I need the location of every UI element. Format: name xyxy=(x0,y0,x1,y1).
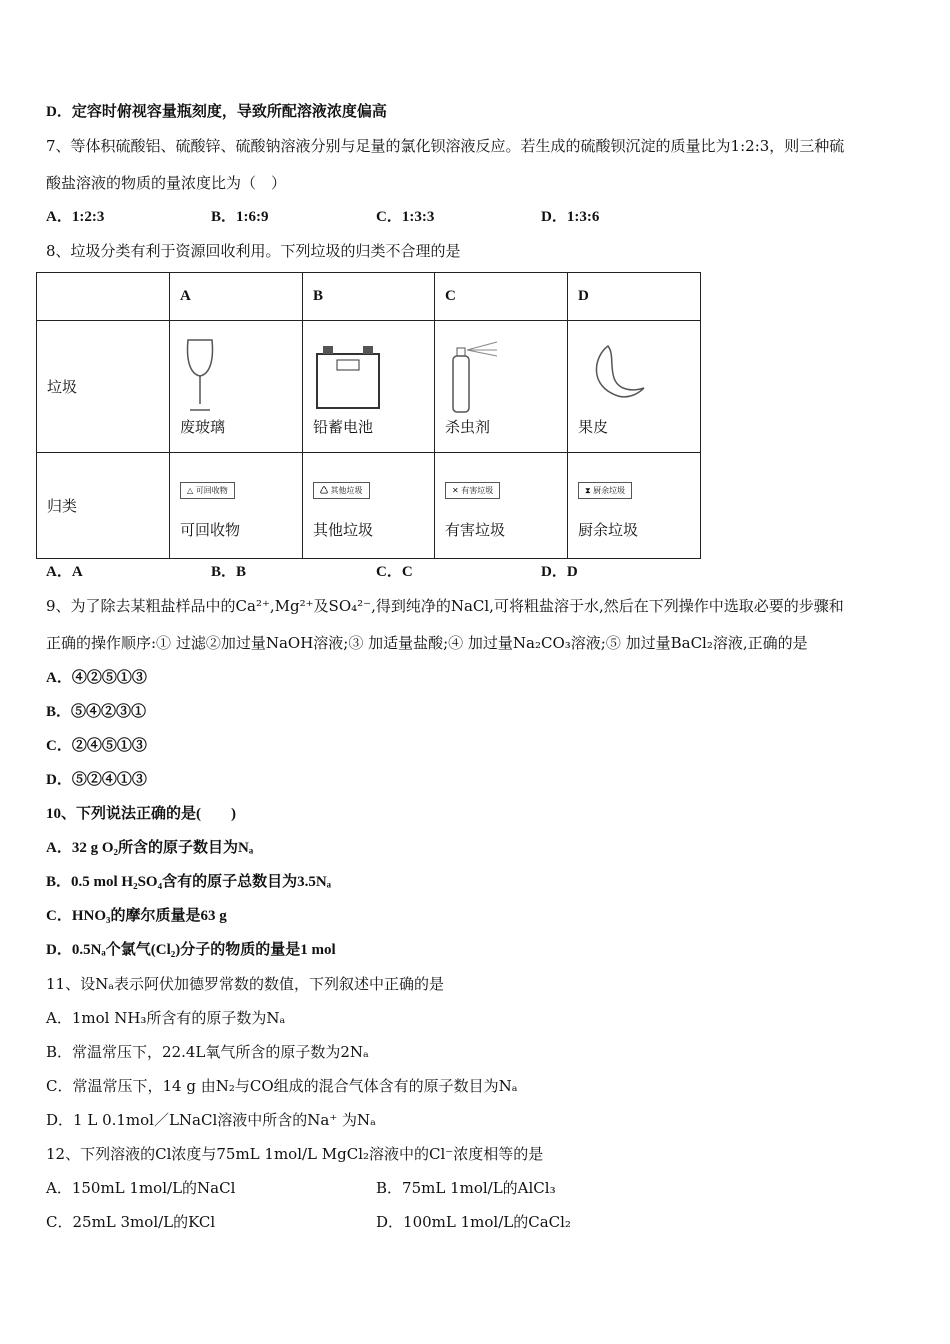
q11-option-a: A．1mol NH₃所含有的原子数为Nₐ xyxy=(46,1009,286,1027)
hazardous-sign-icon: ✕ 有害垃圾 xyxy=(445,482,500,499)
q12-stem: 12、下列溶液的Cl浓度与75mL 1mol/L MgCl₂溶液中的Cl⁻浓度相等的是 xyxy=(46,1145,544,1163)
header-d: D xyxy=(568,273,701,321)
q12-option-d: D．100mL 1mol/L的CaCl₂ xyxy=(376,1213,571,1231)
q11-option-c: C．常温常压下，14 g 由N₂与CO组成的混合气体含有的原子数目为Nₐ xyxy=(46,1077,518,1095)
header-b: B xyxy=(303,273,435,321)
q11-option-b: B．常温常压下，22.4L氧气所含的原子数为2Nₐ xyxy=(46,1043,369,1061)
q10-stem: 10、下列说法正确的是( ) xyxy=(46,806,236,822)
item-insecticide: 杀虫剂 xyxy=(445,418,491,436)
item-battery: 铅蓄电池 xyxy=(313,418,374,436)
q10-option-c: C．HNO₃的摩尔质量是63 g xyxy=(46,908,227,924)
item-glass: 废玻璃 xyxy=(180,418,226,436)
item-peel: 果皮 xyxy=(578,418,609,436)
q10-option-d: D．0.5Nₐ个氯气(Cl₂)分子的物质的量是1 mol xyxy=(46,942,336,958)
q12-option-b: B．75mL 1mol/L的AlCl₃ xyxy=(376,1179,556,1197)
q10-option-b: B．0.5 mol H₂SO₄含有的原子总数目为3.5Nₐ xyxy=(46,874,332,890)
q8-option-d: D．D xyxy=(541,564,578,580)
garbage-table xyxy=(36,272,701,559)
category-other: 其他垃圾 xyxy=(313,520,374,539)
banana-peel-icon xyxy=(578,336,648,416)
kitchen-waste-sign-icon: ⧗ 厨余垃圾 xyxy=(578,482,632,499)
q12-option-c: C．25mL 3mol/L的KCl xyxy=(46,1213,216,1231)
q7-stem-2: 酸盐溶液的物质的量浓度比为（ ） xyxy=(46,174,287,192)
category-kitchen: 厨余垃圾 xyxy=(578,520,639,539)
q9-option-a: A．④②⑤①③ xyxy=(46,670,147,686)
q9-option-d: D．⑤②④①③ xyxy=(46,772,147,788)
q7-option-d: D．1:3:6 xyxy=(541,209,600,225)
header-c: C xyxy=(435,273,568,321)
q9-option-b: B．⑤④②③① xyxy=(46,704,147,720)
row-label-garbage: 垃圾 xyxy=(37,321,170,453)
row-label-category: 归类 xyxy=(37,453,170,559)
q10-option-a: A．32 g O₂所含的原子数目为Nₐ xyxy=(46,840,254,856)
q9-option-c: C．②④⑤①③ xyxy=(46,738,147,754)
spray-can-icon xyxy=(445,336,505,416)
q9-stem-1: 9、为了除去某粗盐样品中的Ca²⁺,Mg²⁺及SO₄²⁻,得到纯净的NaCl,可将粗盐溶于水,然后在下列操作中选取必要的步骤和 xyxy=(46,597,844,615)
category-recyclable: 可回收物 xyxy=(180,520,241,539)
q9-stem-2: 正确的操作顺序:① 过滤②加过量NaOH溶液;③ 加适量盐酸;④ 加过量Na₂CO₃溶液;⑤ 加过量BaCl₂溶液,正确的是 xyxy=(46,634,808,652)
q11-option-d: D．1 L 0.1mol／LNaCl溶液中所含的Na⁺ 为Nₐ xyxy=(46,1111,376,1129)
q7-option-c: C．1:3:3 xyxy=(376,209,435,225)
battery-icon xyxy=(313,336,383,416)
q11-stem: 11、设Nₐ表示阿伏加德罗常数的数值，下列叙述中正确的是 xyxy=(46,975,445,993)
q8-option-c: C．C xyxy=(376,564,413,580)
wine-glass-icon xyxy=(180,336,220,416)
header-a: A xyxy=(170,273,303,321)
recyclable-sign-icon: △ 可回收物 xyxy=(180,482,235,499)
q7-option-a: A．1:2:3 xyxy=(46,209,105,225)
q12-option-a: A．150mL 1mol/L的NaCl xyxy=(46,1179,236,1197)
q7-option-b: B．1:6:9 xyxy=(211,209,269,225)
q8-stem: 8、垃圾分类有利于资源回收利用。下列垃圾的归类不合理的是 xyxy=(46,242,461,260)
category-hazardous: 有害垃圾 xyxy=(445,520,506,539)
q8-option-a: A．A xyxy=(46,564,83,580)
other-waste-sign-icon: ♺ 其他垃圾 xyxy=(313,482,370,499)
q7-stem-1: 7、等体积硫酸铝、硫酸锌、硫酸钠溶液分别与足量的氯化钡溶液反应。若生成的硫酸钡沉淀的质量比为1:2:3，则三种硫 xyxy=(46,137,845,155)
q6-option-d: D．定容时俯视容量瓶刻度，导致所配溶液浓度偏高 xyxy=(46,104,387,120)
q8-option-b: B．B xyxy=(211,564,247,580)
